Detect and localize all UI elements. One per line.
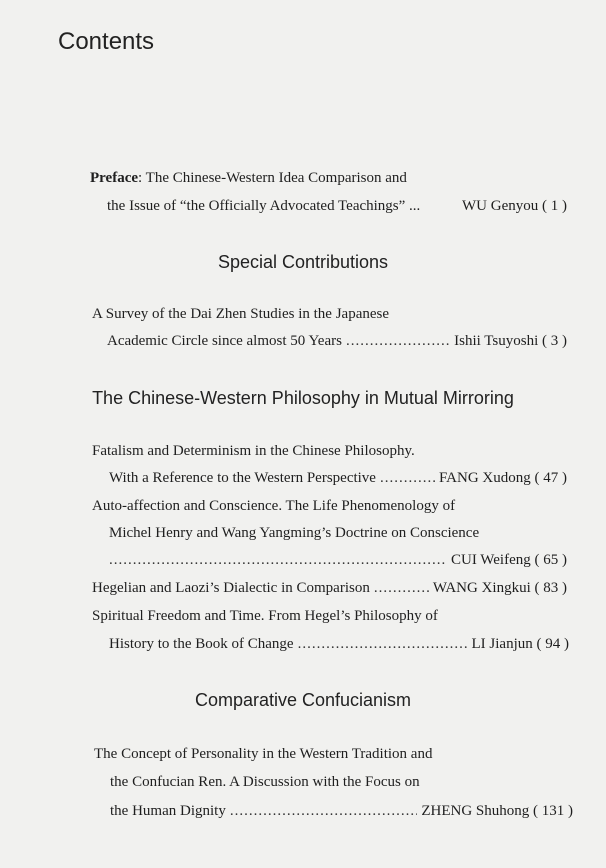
leader-dots (346, 333, 450, 350)
entry-author: Ishii Tsuyoshi ( 3 ) (454, 333, 567, 349)
entry-title-line1: Spiritual Freedom and Time. From Hegel’s Philosophy of (92, 608, 438, 624)
preface-label: Preface (90, 170, 139, 186)
toc-entry[interactable] (109, 636, 569, 653)
leader-dots (298, 636, 468, 653)
entry-title-line2: With a Reference to the Western Perspective (109, 470, 376, 486)
toc-entry-title (92, 443, 415, 460)
toc-entry-title (109, 525, 479, 542)
entry-author: WANG Xingkui ( 83 ) (432, 580, 567, 596)
entry-author: LI Jianjun ( 94 ) (471, 636, 569, 652)
entry-title-line3: the Human Dignity (110, 803, 226, 819)
toc-entry-title (94, 746, 432, 763)
leader-dots (109, 552, 447, 569)
toc-entry[interactable] (109, 470, 567, 487)
preface-title-line2: the Issue of “the Officially Advocated Teachings” ... (107, 198, 421, 214)
entry-title-line1: A Survey of the Dai Zhen Studies in the Japanese (92, 306, 390, 322)
entry-title-line2: History to the Book of Change (109, 636, 294, 652)
entry-title-line2: Michel Henry and Wang Yangming’s Doctrine on Conscience (109, 525, 480, 541)
entry-author: FANG Xudong ( 47 ) (438, 470, 567, 486)
toc-entry[interactable] (110, 803, 573, 820)
toc-entry-title (92, 498, 455, 515)
entry-title-line2: the Confucian Ren. A Discussion with the Focus on (110, 774, 420, 790)
toc-entry[interactable] (107, 333, 567, 350)
entry-title-line2: Academic Circle since almost 50 Years (107, 333, 342, 349)
entry-title-line1: Auto-affection and Conscience. The Life Phenomenology of (92, 498, 456, 514)
leader-dots (380, 470, 435, 487)
entry-title-line1: Fatalism and Determinism in the Chinese Philosophy. (92, 443, 415, 459)
leader-dots (230, 803, 418, 820)
entry-author: ZHENG Shuhong ( 131 ) (421, 803, 573, 819)
entry-author: CUI Weifeng ( 65 ) (451, 552, 567, 568)
toc-entry-title (110, 774, 420, 791)
section-heading-comparative-confucianism: Comparative Confucianism (194, 690, 412, 710)
section-heading-special-contributions: Special Contributions (217, 252, 389, 272)
toc-entry-title (92, 608, 438, 625)
preface-title-line1: : The Chinese-Western Idea Comparison and (138, 170, 407, 186)
section-heading-mutual-mirroring: The Chinese-Western Philosophy in Mutual Mirroring (92, 388, 514, 408)
preface-author: WU Genyou ( 1 ) (462, 198, 567, 214)
toc-entry[interactable] (109, 552, 567, 569)
entry-title-line1: Hegelian and Laozi’s Dialectic in Comparison (92, 580, 370, 596)
toc-preface-line1 (90, 170, 407, 187)
toc-preface-line2[interactable] (107, 198, 567, 215)
leader-dots (374, 580, 429, 597)
toc-entry[interactable] (92, 580, 567, 597)
page-title: Contents (58, 28, 155, 55)
entry-title-line1: The Concept of Personality in the Western Tradition and (94, 746, 433, 762)
toc-entry-title (92, 306, 389, 323)
